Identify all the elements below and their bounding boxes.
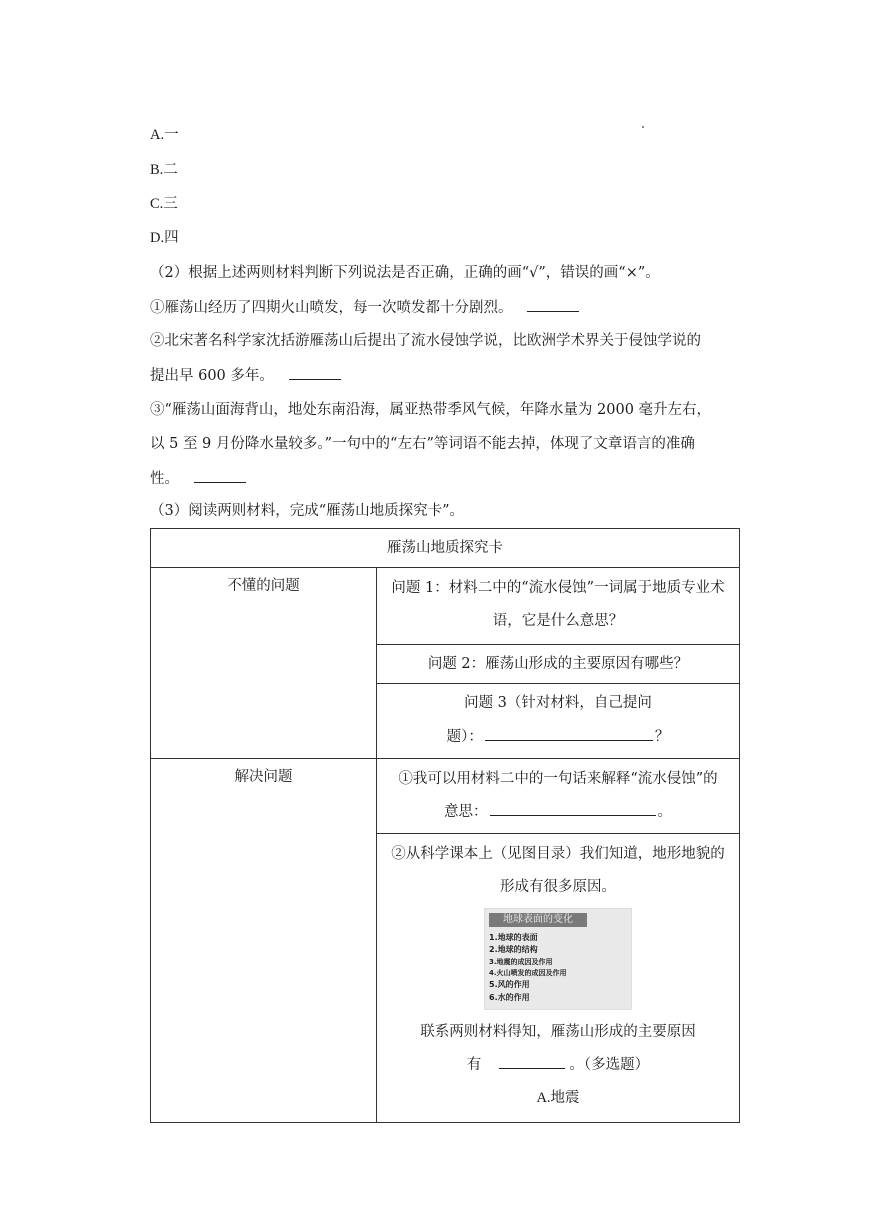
question-3-prefix: 题）： [446, 729, 483, 745]
toc-item: 3.地震的成因及作用 [489, 958, 553, 966]
unclear-questions-label: 不懂的问题 [151, 568, 377, 759]
answer-1-cell [377, 759, 740, 834]
solve-problems-label: 解决问题 [151, 759, 377, 1123]
option-d: D.四 [150, 230, 179, 246]
geology-inquiry-card [150, 528, 740, 1123]
statement-3-line-2: 以 5 至 9 月份降水量较多。”一句中的“左右”等词语不能去掉，体现了文章语言的准确 [150, 436, 695, 452]
question-3-stem: （3）阅读两则材料，完成“雁荡山地质探究卡”。 [150, 503, 465, 519]
answer-1-blank[interactable] [490, 801, 656, 816]
answer-2-line-2: 形成有很多原因。 [500, 879, 616, 895]
answer-2-blank[interactable] [499, 1054, 565, 1069]
answer-2-option-a: A.地震 [536, 1090, 580, 1106]
answer-blank-3[interactable] [194, 468, 246, 483]
textbook-contents-image [484, 908, 632, 1010]
card-title: 雁荡山地质探究卡 [151, 529, 740, 568]
question-3-suffix: ？ [654, 729, 670, 745]
question-2-stem: （2）根据上述两则材料判断下列说法是否正确，正确的画“√”，错误的画“×”。 [150, 265, 660, 281]
answer-1-prefix: 意思： [444, 804, 488, 820]
question-1-line-2: 语，它是什么意思？ [492, 613, 624, 629]
question-3-line-1: 问题 3（针对材料，自己提问 [464, 695, 652, 711]
statement-1-text: ①雁荡山经历了四期火山喷发，每一次喷发都十分剧烈。 [150, 300, 513, 316]
statement-3-line-3 [150, 468, 246, 489]
statement-2-text: 提出早 600 多年。 [150, 368, 274, 384]
scan-speck [642, 126, 644, 128]
question-3-blank[interactable] [485, 726, 653, 741]
answer-2-line-4 [377, 1049, 739, 1082]
answer-1-line-2 [377, 796, 739, 829]
question-3-line-2 [377, 720, 739, 754]
toc-item: 6.水的作用 [489, 993, 530, 1002]
option-a: A.一 [150, 127, 179, 143]
statement-2-line-2 [150, 365, 341, 386]
question-1-cell [377, 568, 740, 645]
answer-2-line-3: 联系两则材料得知，雁荡山形成的主要原因 [420, 1024, 696, 1040]
toc-item: 2.地球的结构 [489, 945, 538, 954]
option-c: C.三 [150, 196, 178, 212]
option-b: B.二 [150, 162, 178, 178]
question-1-line-1: 问题 1：材料二中的“流水侵蚀”一词属于地质专业术 [391, 580, 725, 596]
toc-item: 1.地球的表面 [489, 933, 538, 942]
answer-2-line-1: ②从科学课本上（见图目录）我们知道，地形地貌的 [391, 846, 725, 862]
question-2-cell: 问题 2：雁荡山形成的主要原因有哪些？ [377, 645, 740, 684]
answer-blank-2[interactable] [289, 365, 341, 380]
toc-item: 4.火山喷发的成因及作用 [489, 969, 567, 977]
answer-1-suffix: 。 [657, 804, 672, 820]
statement-3-line-1: ③“雁荡山面海背山，地处东南沿海，属亚热带季风气候，年降水量为 2000 毫升左右， [150, 402, 712, 418]
statement-1 [150, 297, 579, 318]
toc-heading: 地球表面的变化 [489, 913, 587, 927]
answer-2-cell [377, 834, 740, 1123]
question-3-cell [377, 684, 740, 759]
statement-3-text: 性。 [150, 471, 179, 487]
answer-1-line-1: ①我可以用材料二中的一句话来解释“流水侵蚀”的 [398, 771, 718, 787]
answer-2-prefix: 有 [466, 1057, 482, 1073]
answer-blank-1[interactable] [527, 297, 579, 312]
toc-item: 5.风的作用 [489, 980, 530, 989]
statement-2-line-1: ②北宋著名科学家沈括游雁荡山后提出了流水侵蚀学说，比欧洲学术界关于侵蚀学说的 [150, 333, 701, 349]
answer-2-suffix: 。（多选题） [569, 1057, 650, 1073]
